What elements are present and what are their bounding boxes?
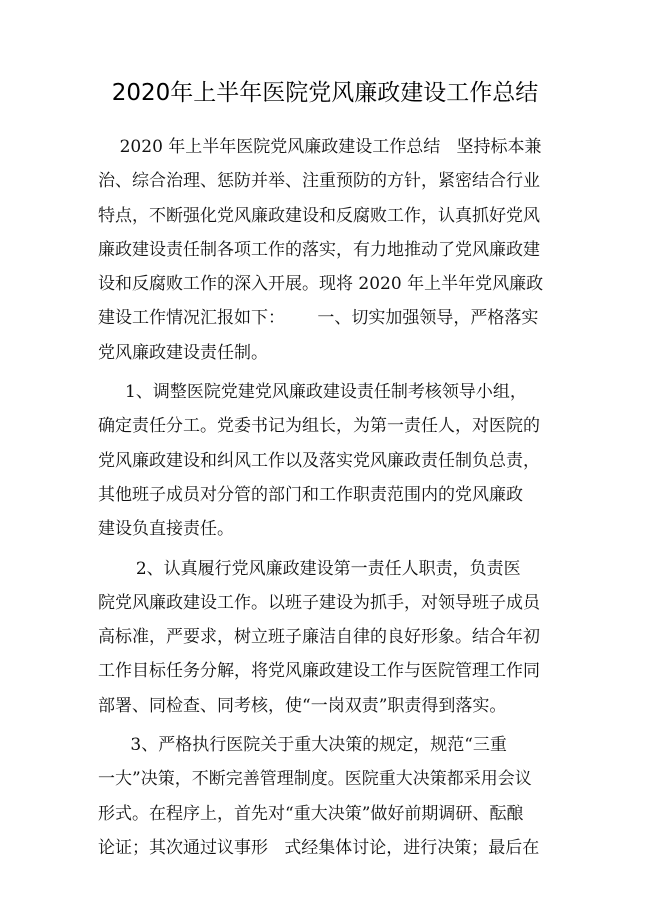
text-line: 部署、同检查、同考核，使“一岗双责”职责得到落实。 [98, 695, 507, 716]
text-line: 3、严格执行医院关于重大决策的规定，规范“三重 [98, 735, 507, 756]
text-line: 特点，不断强化党风廉政建设和反腐败工作，认真抓好党风 [98, 205, 540, 226]
text-line: 论证；其次通过议事形 式经集体讨论，进行决策；最后在 [98, 837, 540, 858]
text-line: 1、调整医院党建党风廉政建设责任制考核领导小组， [98, 382, 527, 403]
paragraph-4 [98, 728, 568, 865]
text-line: 党风廉政建设和纠风工作以及落实党风廉政责任制负总责， [98, 450, 540, 471]
text-line: 一大”决策，不断完善管理制度。医院重大决策都采用会议 [98, 769, 532, 790]
text-line: 设和反腐败工作的深入开展。现将 2020 年上半年党风廉政 [98, 274, 544, 295]
document-title: 2020年上半年医院党风廉政建设工作总结 [111, 80, 539, 106]
paragraph-3 [98, 552, 568, 723]
text-line: 高标准，严要求，树立班子廉洁自律的良好形象。结合年初 [98, 627, 540, 648]
text-line: 2、认真履行党风廉政建设第一责任人职责，负责医 [98, 558, 521, 579]
text-line: 廉政建设责任制各项工作的落实，有力地推动了党风廉政建 [98, 239, 540, 260]
text-line: 2020 年上半年医院党风廉政建设工作总结 坚持标本兼 [98, 137, 542, 157]
text-line: 其他班子成员对分管的部门和工作职责范围内的党风廉政 [98, 484, 523, 505]
text-line: 建设负直接责任。 [98, 519, 234, 540]
text-line: 确定责任分工。党委书记为组长，为第一责任人，对医院的 [98, 416, 540, 437]
document-body [98, 130, 568, 865]
paragraph-2 [98, 375, 568, 546]
text-line: 院党风廉政建设工作。以班子建设为抓手，对领导班子成员 [98, 592, 540, 613]
text-line: 党风廉政建设责任制。 [98, 342, 268, 363]
text-line: 治、综合治理、惩防并举、注重预防的方针，紧密结合行业 [98, 171, 540, 192]
paragraph-1 [98, 130, 568, 370]
text-line: 形式。在程序上，首先对“重大决策”做好前期调研、酝酿 [98, 803, 524, 824]
text-line: 工作目标任务分解，将党风廉政建设工作与医院管理工作同 [98, 661, 540, 682]
text-line: 建设工作情况汇报如下： 一、切实加强领导，严格落实 [98, 308, 539, 329]
